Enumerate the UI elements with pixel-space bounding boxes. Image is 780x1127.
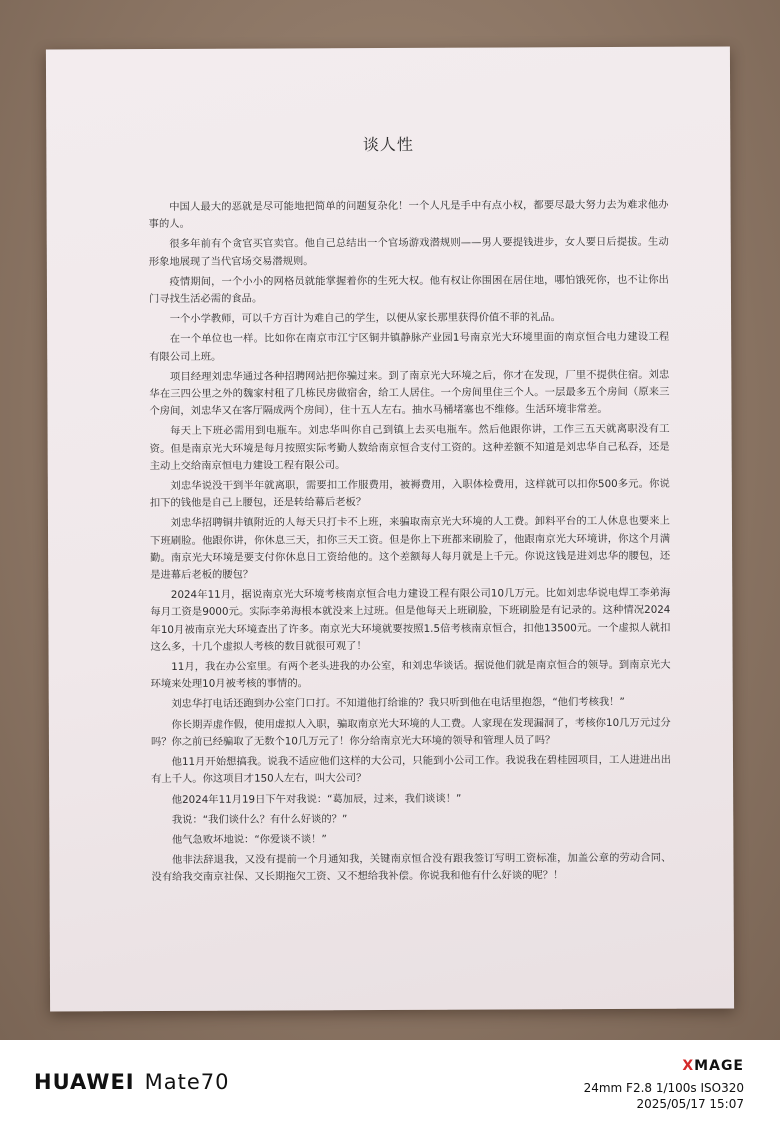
- paragraph: 刘忠华招聘铜井镇附近的人每天只打卡不上班，来骗取南京光大环境的人工费。卸料平台的工人休息也要来上下班刷脸。他跟你讲，你休息三天，扣你三天工资。但是你上下班都来刷脸了，他跟南京光大环境讲，你这个月满勤。南京光大环境是要支付你休息日工资给他的。这个差额每人每月就是上千元。你说这钱是进刘忠华的腰包，还是进幕后老板的腰包？: [150, 515, 671, 582]
- camera-model: Mate70: [144, 1070, 230, 1094]
- xmage-logo: [682, 1058, 744, 1074]
- paper-sheet: [46, 47, 734, 1012]
- paragraph: 项目经理刘忠华通过各种招聘网站把你骗过来。到了南京光大环境之后，你才在发现，厂里不提供住宿。刘忠华在三四公里之外的魏家村租了几栋民房做宿舍，给工人居住。一个房间里住三个人。一层最多五个房间（原来三个房间，刘忠华又在客厅隔成两个房间），住十五人左右。抽水马桶堵塞也不维修。生活环境非常差。: [149, 368, 670, 418]
- paragraph: 疫情期间，一个小小的网格员就能掌握着你的生死大权。他有权让你围困在居住地，哪怕饿死你，也不让你出门寻找生活必需的食品。: [148, 273, 669, 306]
- paragraph: 中国人最大的恶就是尽可能地把简单的问题复杂化！一个人凡是手中有点小权，都要尽最大努力去为难求他办事的人。: [148, 198, 669, 231]
- capture-datetime: 2025/05/17 15:07: [636, 1097, 744, 1111]
- exif-settings: 24mm F2.8 1/100s ISO320: [583, 1081, 744, 1095]
- paragraph: 在一个单位也一样。比如你在南京市江宁区铜井镇静脉产业园1号南京光大环境里面的南京恒合电力建设工程有限公司上班。: [149, 331, 670, 363]
- paragraph: 他气急败坏地说：“你爱谈不谈！”: [171, 833, 327, 846]
- paragraph: 他非法辞退我，又没有提前一个月通知我，关键南京恒合没有跟我签订写明工资标准，加盖公章的劳动合同、没有给我交南京社保、又长期拖欠工资、又不想给我补偿。你说我和他有什么好谈的呢？！: [151, 851, 672, 884]
- paragraph: 2024年11月，据说南京光大环境考核南京恒合电力建设工程有限公司10几万元。比如刘忠华说电焊工李弟海每月工资是9000元。实际李弟海根本就没来上过班。但是他每天上班刷脸，下班刷脸是有记录的。这种情况2024年10月被南京光大环境查出了许多。南京光大环境就要按照1.5倍考核南京恒合，扣他13500元。一个虚拟人就扣这么多，十几个虚拟人考核的数目就很可观了！: [150, 587, 671, 653]
- paragraph: 刘忠华打电话还跑到办公室门口打。不知道他打给谁的？我只听到他在电话里抱怨，“他们考核我！”: [171, 696, 625, 711]
- paragraph: 我说：“我们谈什么？有什么好谈的？”: [171, 812, 348, 826]
- exif-info: [584, 1080, 744, 1112]
- paragraph: 很多年前有个贪官买官卖官。他自己总结出一个官场游戏潜规则——男人要提钱进步，女人要日后提拔。生动形象地展现了当代官场交易潜规则。: [148, 236, 669, 268]
- xmage-logo-text: MAGE: [694, 1058, 744, 1074]
- paragraph: 他11月开始想搞我。说我不适应他们这样的大公司，只能到小公司工作。我说我在碧桂园项目，工人进进出出有上千人。你这项目才150人左右，叫大公司？: [151, 753, 672, 786]
- brand-name: HUAWEI: [34, 1070, 135, 1094]
- paragraph: 他2024年11月19日下午对我说：“葛加辰，过来，我们谈谈！”: [171, 792, 462, 806]
- paragraph: 你长期弄虚作假，使用虚拟人入职，骗取南京光大环境的人工费。人家现在发现漏洞了，考核你10几万元过分吗？你之前已经骗取了无数个10几万元了！你分给南京光大环境的领导和管理人员了吗？: [150, 716, 671, 748]
- document-title: 谈人性: [362, 134, 414, 155]
- camera-watermark-bar: [0, 1040, 780, 1127]
- xmage-logo-x: X: [682, 1058, 695, 1074]
- document-body: [149, 197, 672, 890]
- paragraph: 刘忠华说没干到半年就离职，需要扣工作服费用，被褥费用，入职体检费用，这样就可以扣你500多元。你说扣下的钱他是自己上腰包，还是转给幕后老板？: [149, 477, 670, 510]
- camera-brand: [34, 1070, 230, 1094]
- paragraph: 每天上下班必需用到电瓶车。刘忠华叫你自己到镇上去买电瓶车。然后他跟你讲，工作三五天就离职没有工资。但是南京光大环境是每月按照实际考勤人数给南京恒合支付工资的。这种差额不知道是刘忠华自己私吞，还是主动上交给南京恒电力建设工程有限公司。: [149, 423, 670, 472]
- paragraph: 一个小学教师，可以千方百计为难自己的学生，以便从家长那里获得价值不菲的礼品。: [169, 311, 561, 326]
- paragraph: 11月，我在办公室里。有两个老头进我的办公室，和刘忠华谈话。据说他们就是南京恒合的领导。到南京光大环境来处理10月被考核的事情的。: [150, 658, 671, 691]
